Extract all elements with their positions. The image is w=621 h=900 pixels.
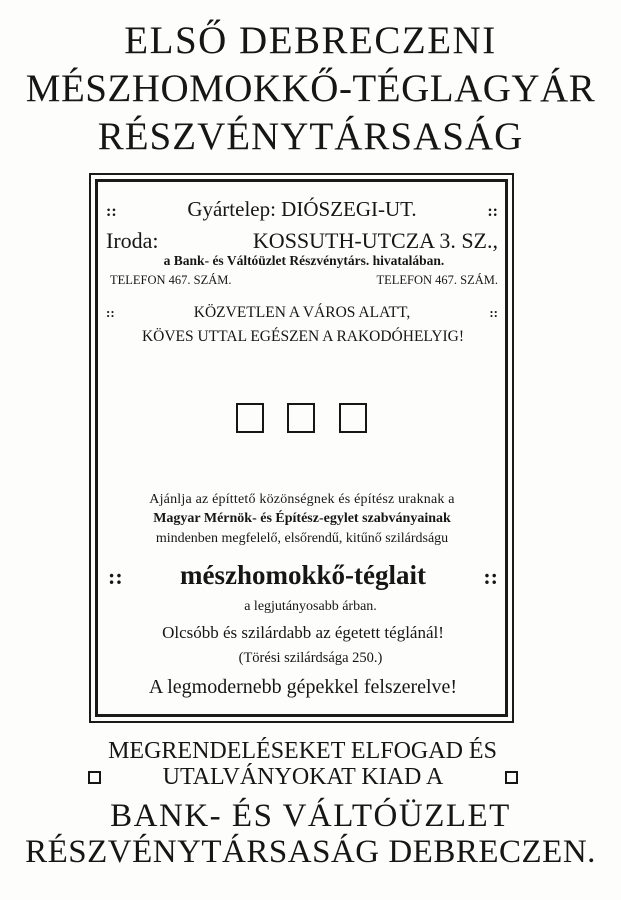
footer-line-1: MEGRENDELÉSEKET ELFOGAD ÉS bbox=[108, 738, 497, 764]
square-ornament bbox=[88, 771, 101, 784]
phone-row bbox=[110, 273, 498, 288]
company-name-line1: ELSŐ DEBRECZENI bbox=[124, 19, 497, 62]
direct-line: KÖZVETLEN A VÁROS ALATT, bbox=[193, 304, 411, 321]
office-label: Iroda: bbox=[106, 228, 159, 253]
dots-ornament-right: :: bbox=[489, 305, 498, 320]
cheaper-line: Olcsóbb és szilárdabb az égetett téglánál! bbox=[162, 623, 444, 642]
company-name-line2: MÉSZHOMOKKŐ-TÉGLAGYÁR bbox=[25, 67, 596, 110]
road-row bbox=[108, 328, 498, 346]
road-line: KÖVES UTTAL EGÉSZEN A RAKODÓHELYIG! bbox=[141, 328, 465, 345]
offer-line-3: mindenben megfelelő, elsőrendű, kitűnő szilárdságu bbox=[155, 531, 449, 546]
dots-ornament-left: :: bbox=[106, 305, 115, 320]
square-ornament bbox=[339, 403, 367, 433]
modern-line: A legmodernebb gépekkel felszerelve! bbox=[148, 676, 458, 698]
company-name-line3: RÉSZVÉNYTÁRSASÁG bbox=[97, 115, 524, 158]
bank-note-row bbox=[110, 253, 498, 269]
strength-line: (Törési szilárdsága 250.) bbox=[238, 650, 383, 666]
square-ornament bbox=[236, 403, 264, 433]
square-ornament bbox=[287, 403, 315, 433]
dots-ornament-left: :: bbox=[108, 564, 123, 589]
office-row bbox=[106, 228, 498, 254]
price-line: a legjutányosabb árban. bbox=[244, 599, 377, 614]
square-ornament bbox=[505, 771, 518, 784]
product-name: mészhomokkő-téglait bbox=[180, 560, 426, 590]
product-row bbox=[108, 560, 498, 591]
offer-line-2: Magyar Mérnök- és Építész-egylet szabványainak bbox=[153, 511, 451, 526]
factory-address: Gyártelep: DIÓSZEGI-UT. bbox=[187, 197, 417, 221]
phone-right: TELEFON 467. SZÁM. bbox=[376, 273, 498, 287]
direct-row bbox=[106, 304, 498, 322]
footer-line-3: BANK- ÉS VÁLTÓÜZLET bbox=[110, 798, 511, 834]
factory-row bbox=[106, 197, 498, 222]
dots-ornament-right: :: bbox=[487, 203, 498, 220]
phone-left: TELEFON 467. SZÁM. bbox=[110, 273, 232, 287]
bank-note: a Bank- és Váltóüzlet Részvénytárs. hivatalában. bbox=[163, 253, 445, 268]
office-address: KOSSUTH-UTCZA 3. SZ., bbox=[252, 228, 498, 253]
dots-ornament-right: :: bbox=[483, 564, 498, 589]
dots-ornament-left: :: bbox=[106, 203, 117, 220]
offer-line-1: Ajánlja az építtető közönségnek és építész uraknak a bbox=[149, 492, 455, 507]
footer-line-2-row bbox=[88, 764, 518, 791]
footer-line-2: UTALVÁNYOKAT KIAD A bbox=[162, 764, 444, 790]
footer-line-4: RÉSZVÉNYTÁRSASÁG DEBRECZEN. bbox=[25, 834, 596, 870]
